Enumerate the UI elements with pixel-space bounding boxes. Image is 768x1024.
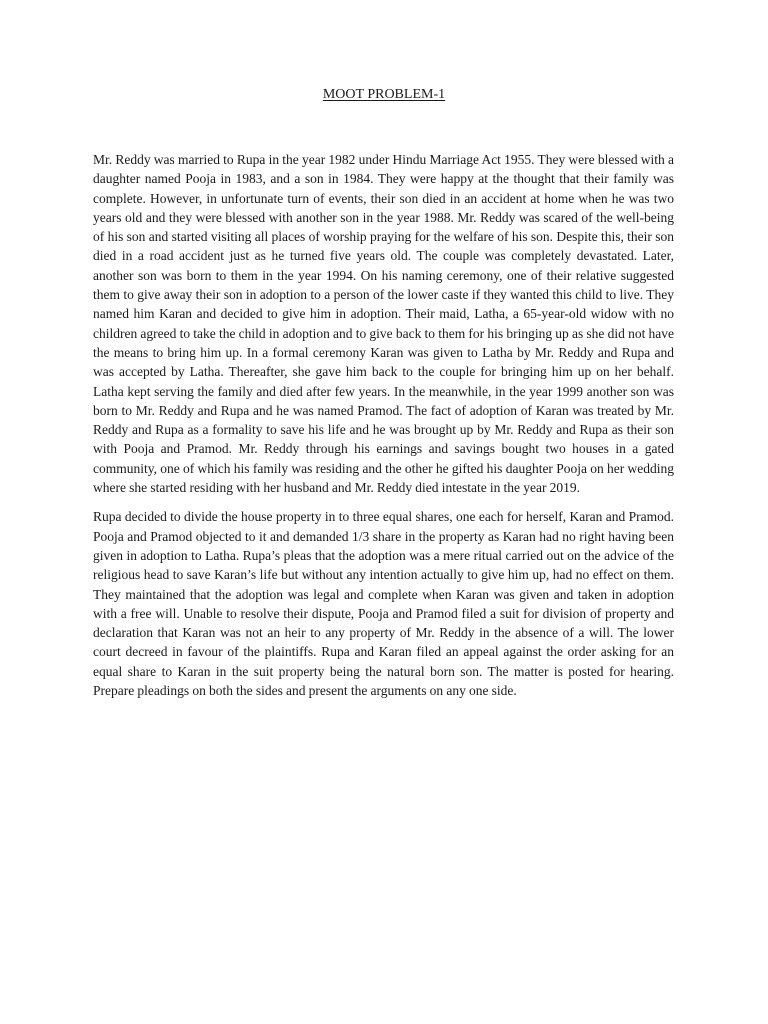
- paragraph-facts: Mr. Reddy was married to Rupa in the year 1982 under Hindu Marriage Act 1955. They were blessed with a daughter named Pooja in 1983, and a son in 1984. They were happy at the thought that their family was complete. However, in unfortunate turn of events, their son died in an accident at home when he was two years old and they were blessed with another son in the year 1988. Mr. Reddy was scared of the well-being of his son and started visiting all places of worship praying for the welfare of his son. Despite this, their son died in a road accident just as he turned five years old. The couple was completely devastated. Later, another son was born to them in the year 1994. On his naming ceremony, one of their relative suggested them to give away their son in adoption to a person of the lower caste if they wanted this child to live. They named him Karan and decided to give him in adoption. Their maid, Latha, a 65-year-old widow with no children agreed to take the child in adoption and to give back to them for his bringing up as she did not have the means to bring him up. In a formal ceremony Karan was given to Latha by Mr. Reddy and Rupa and was accepted by Latha. Thereafter, she gave him back to the couple for bringing him up on her behalf. Latha kept serving the family and died after few years. In the meanwhile, in the year 1999 another son was born to Mr. Reddy and Rupa and he was named Pramod. The fact of adoption of Karan was treated by Mr. Reddy and Rupa as a formality to save his life and he was brought up by Mr. Reddy and Rupa as their son with Pooja and Pramod. Mr. Reddy through his earnings and savings bought two houses in a gated community, one of which his family was residing and the other he gifted his daughter Pooja on her wedding where she started residing with her husband and Mr. Reddy died intestate in the year 2019.: [93, 152, 674, 496]
- document-body: [93, 150, 674, 710]
- paragraph-dispute: Rupa decided to divide the house property in to three equal shares, one each for herself, Karan and Pramod. Pooja and Pramod objected to it and demanded 1/3 share in the property as Karan had no right having been given in adoption to Latha. Rupa’s pleas that the adoption was a mere ritual carried out on the advice of the religious head to save Karan’s life but without any intention actually to give him up, had no effect on them. They maintained that the adoption was legal and complete when Karan was given and taken in adoption with a free will. Unable to resolve their dispute, Pooja and Pramod filed a suit for division of property and declaration that Karan was not an heir to any property of Mr. Reddy in the absence of a will. The lower court decreed in favour of the plaintiffs. Rupa and Karan filed an appeal against the order asking for an equal share to Karan in the suit property being the natural born son. The matter is posted for hearing. Prepare pleadings on both the sides and present the arguments on any one side.: [93, 509, 674, 699]
- page-title: MOOT PROBLEM-1: [322, 87, 446, 102]
